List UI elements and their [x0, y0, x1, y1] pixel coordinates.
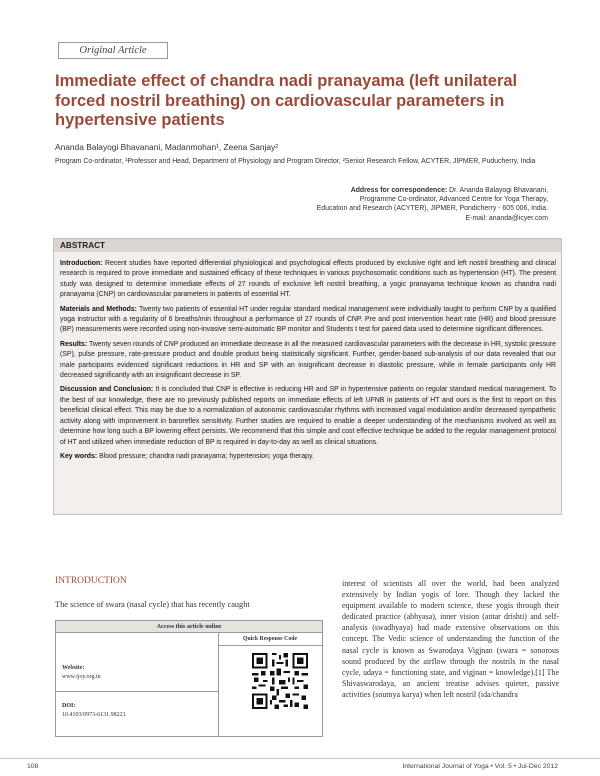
- section-text: Twenty seven rounds of CNP produced an immediate decrease in all the measured cardiovascular parameters with the decrease in HR, systolic pressure (SP), pulse pressure, rate-pressure product and double product being statistically significant. Further, gender-based sub-analysis of our data revealed that our male participants evidenced significant reductions in HR and SP with an insignificant decrease in diastolic pressure, while in female participants only HR decreased significantly with an insignificant decrease in SP.: [60, 340, 557, 380]
- section-label: Results:: [60, 340, 88, 348]
- doi-value[interactable]: 10.4103/0973-6131.98221: [62, 712, 126, 718]
- section-label: Introduction:: [60, 260, 103, 267]
- abstract-keywords: [60, 452, 556, 462]
- abstract-heading: ABSTRACT: [60, 241, 106, 250]
- section-label: Discussion and Conclusion:: [60, 386, 154, 394]
- divider: [219, 645, 322, 646]
- journal-citation: International Journal of Yoga • Vol. 5 • Jul-Dec 2012: [402, 763, 558, 770]
- divider: [56, 691, 218, 692]
- correspondence-label: Address for correspondence:: [350, 187, 448, 194]
- abstract-results: [60, 340, 556, 382]
- qr-code-icon[interactable]: [252, 653, 308, 709]
- author-list: Ananda Balayogi Bhavanani, Madanmohan¹, Zeena Sanjay²: [55, 142, 279, 152]
- correspondence-address: [188, 186, 548, 223]
- article-title: Immediate effect of chandra nadi pranayama (left unilateral forced nostril breathing) on cardiovascular parameters in hypertensive patients: [55, 72, 518, 129]
- correspondence-line3: Education and Research (ACYTER), JIPMER, Pondicherry - 605 006, India.: [316, 205, 548, 213]
- section-text: Twenty two patients of essential HT under regular standard medical management were individually taught to perform CNP by a qualified yoga instructor with a regularity of 6 breaths/min throughout a performance of 27 rounds of CNP. Pre and post intervention heart rate (HR) and blood pressure (BP) measurements were recorded using non-invasive semi-automatic BP monitor and Students t test for paired data used to determine significant differences.: [60, 305, 557, 334]
- correspondence-email[interactable]: E-mail: ananda@icyer.com: [465, 214, 548, 222]
- website-label: Website:: [62, 665, 85, 671]
- correspondence-line1: Dr. Ananda Balayogi Bhavanani,: [449, 187, 548, 194]
- introduction-right-column: interest of scientists all over the world, had been analyzed extensively by Indian yogis of lore. Though they lacked the equipment available to modern science, these yogis through their dedicated practice (abhyasa), inner vision (antar drishti) and self-analysis (swadhyaya) had made extensive observations on this concept. The Vedic science of understanding the function of the nasal cycle is known as Swarodaya Vigjnan (swara = sonorous sound produced by the airflow through the nostrils in the nasal cycle, udaya = functioning state, and vigjnan = knowledge).[1] The Shivaswarodaya, an ancient treatise advises quieter, passive activities (soumya karya) when left nostril (ida/chandra: [342, 579, 559, 699]
- page-number: 108: [27, 763, 39, 770]
- section-label: Materials and Methods:: [60, 305, 137, 313]
- affiliations: Program Co-ordinator, ¹Professor and Head, Department of Physiology and Program Director, ²Senior Research Fellow, ACYTER, JIPMER, Puducherry, India: [55, 158, 536, 165]
- keywords-text: Blood pressure; chandra nadi pranayama; hypertension; yoga therapy.: [99, 452, 314, 460]
- access-article-box: [55, 620, 323, 737]
- section-text: It is concluded that CNP is effective in reducing HR and SP in hypertensive patients on regular standard medical management. To the best of our knowledge, there are no previously published reports on immediate effects of left UFNB in patients of HT and ours is the first to report on this beneficial clinical effect. This may be due to a normalization of autonomic cardiovascular rhythms with increased vagal modulation and/or decreased sympathetic activity along with improvement in baroreflex sensitivity. Further studies are required to enable a deeper understanding of the mechanisms involved as well as determine how long such a BP lowering effect persists. We recommend that this simple and cost effective technique be added to the regular management protocol of HT and utilized when immediate reduction of BP is required in day-to-day as well as clinical situations.: [60, 386, 557, 446]
- doi-label: DOI:: [62, 703, 76, 709]
- abstract-methods: [60, 305, 556, 336]
- introduction-heading: INTRODUCTION: [55, 576, 127, 586]
- website-link[interactable]: www.ijoy.org.in: [62, 674, 101, 680]
- access-box-heading: Access this article online: [56, 621, 322, 633]
- footer-rule: [0, 758, 600, 759]
- abstract-introduction: [60, 259, 556, 301]
- keywords-label: Key words:: [60, 452, 98, 460]
- qr-code-label: Quick Response Code: [242, 636, 298, 642]
- abstract-box: [53, 238, 562, 515]
- correspondence-line2: Programme Co-ordinator, Advanced Centre for Yoga Therapy,: [359, 196, 548, 204]
- article-type-label: Original Article: [58, 42, 168, 59]
- abstract-body: [60, 259, 556, 466]
- abstract-header: [54, 239, 561, 252]
- introduction-first-line: The science of swara (nasal cycle) that has recently caught: [55, 600, 250, 609]
- divider: [218, 633, 219, 736]
- abstract-discussion: [60, 385, 556, 447]
- section-text: Recent studies have reported differential physiological and psychological effects produced by exclusive right and left nostril breathing and clinical research is required to prove immediate and sustained efficacy of these techniques in various psychosomatic conditions such as hypertension (HT). The present study was designed to determine immediate effects of 27 rounds of exclusive left nostril breathing, a yogic pranayama technique known as chandra nadi pranayama (CNP) on cardiovascular parameters in patients of essential HT.: [60, 260, 556, 299]
